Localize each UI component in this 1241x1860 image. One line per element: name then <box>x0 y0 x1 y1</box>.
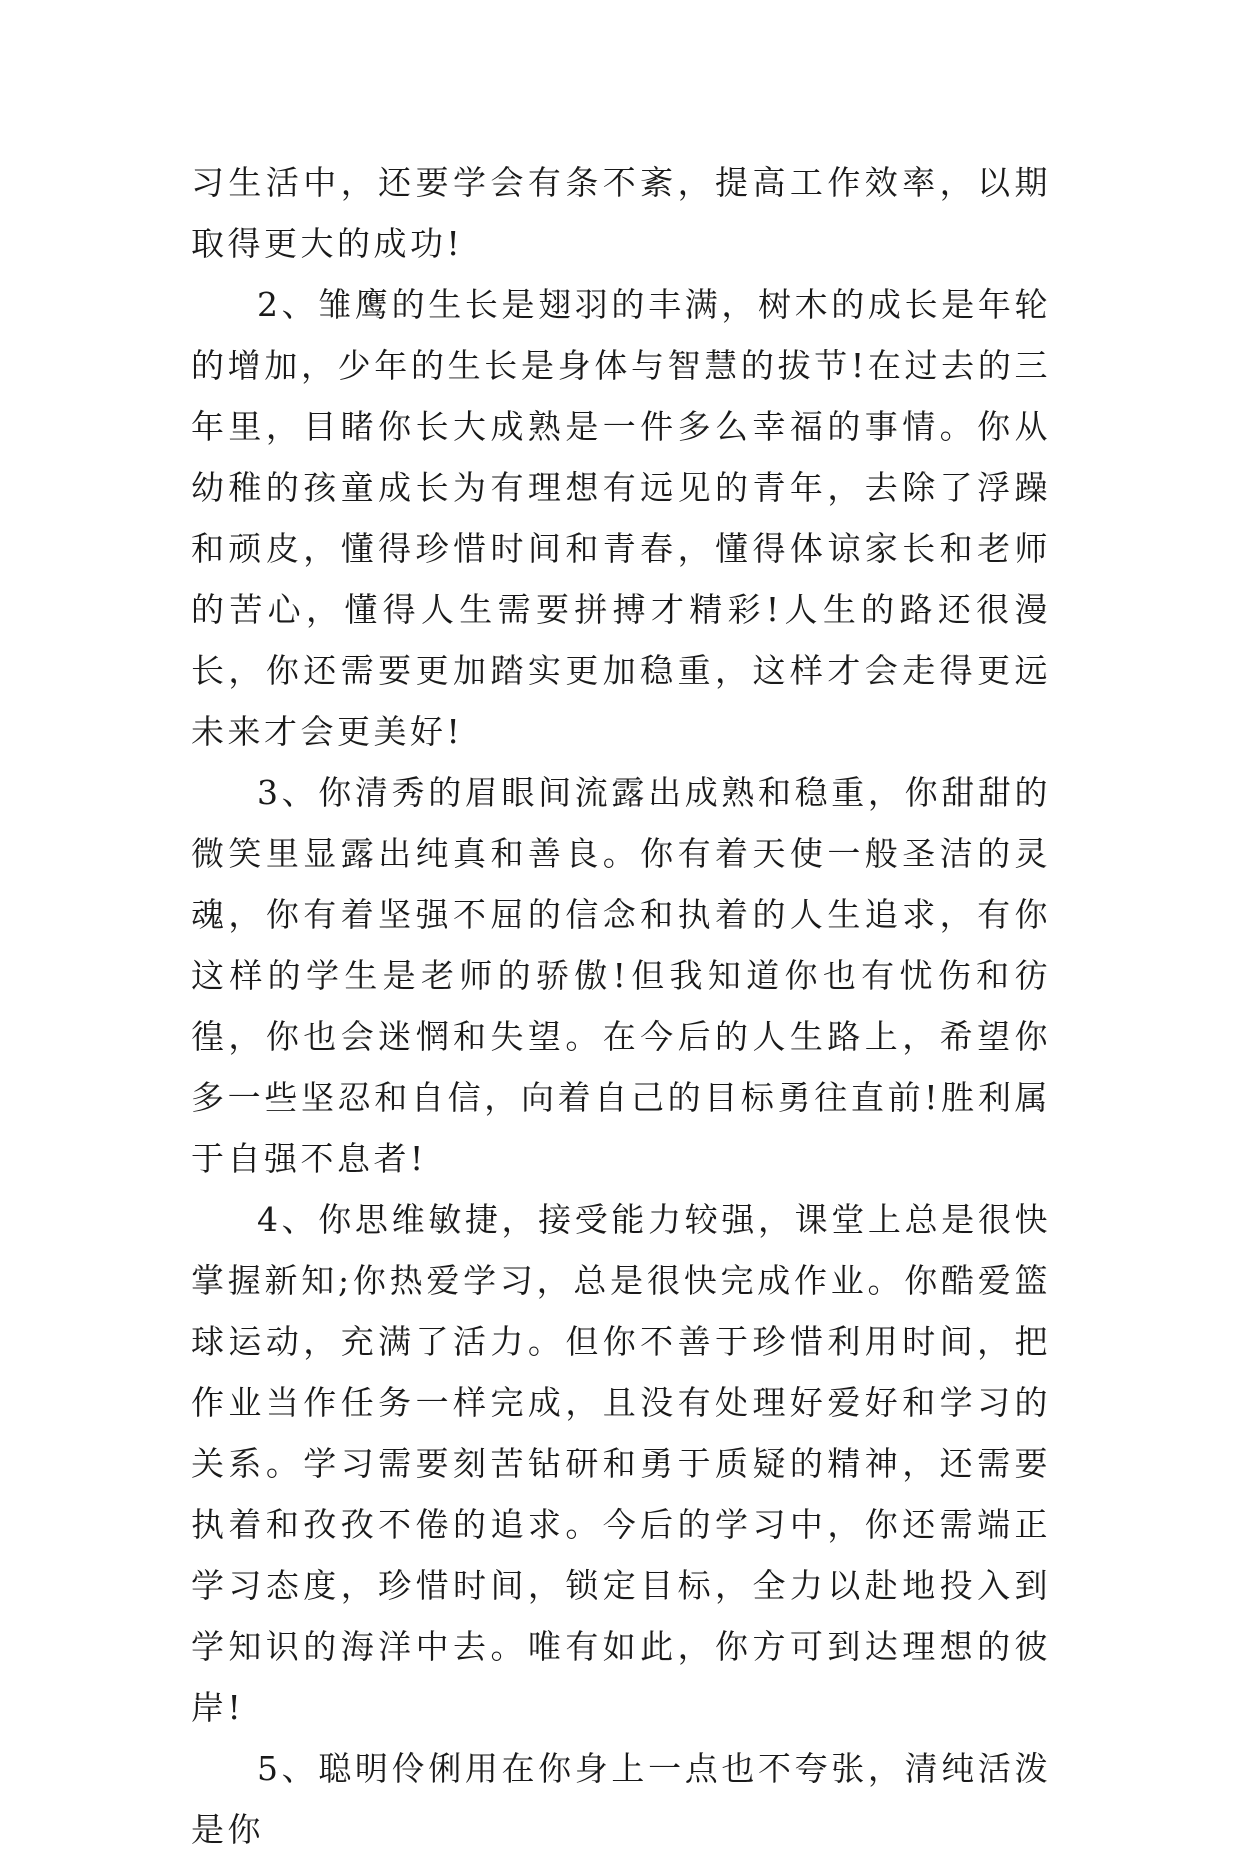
paragraph-comment-2: 2、雏鹰的生长是翅羽的丰满，树木的成长是年轮的增加，少年的生长是身体与智慧的拔节!在过去的三年里，目睹你长大成熟是一件多么幸福的事情。你从幼稚的孩童成长为有理想有远见的青年，去除了浮躁和顽皮，懂得珍惜时间和青春，懂得体谅家长和老师的苦心，懂得人生需要拼搏才精彩!人生的路还很漫长，你还需要更加踏实更加稳重，这样才会走得更远未来才会更美好! <box>191 285 1051 751</box>
paragraph-continuation: 习生活中，还要学会有条不紊，提高工作效率，以期取得更大的成功! <box>191 163 1051 263</box>
document-body <box>191 152 1051 1860</box>
paragraph-comment-5: 5、聪明伶俐用在你身上一点也不夸张，清纯活泼是你 <box>191 1749 1051 1849</box>
paragraph-comment-4: 4、你思维敏捷，接受能力较强，课堂上总是很快掌握新知;你热爱学习，总是很快完成作业。你酷爱篮球运动，充满了活力。但你不善于珍惜利用时间，把作业当作任务一样完成，且没有处理好爱好和学习的关系。学习需要刻苦钻研和勇于质疑的精神，还需要执着和孜孜不倦的追求。今后的学习中，你还需端正学习态度，珍惜时间，锁定目标，全力以赴地投入到学知识的海洋中去。唯有如此，你方可到达理想的彼岸! <box>191 1200 1051 1727</box>
paragraph-comment-3: 3、你清秀的眉眼间流露出成熟和稳重，你甜甜的微笑里显露出纯真和善良。你有着天使一般圣洁的灵魂，你有着坚强不屈的信念和执着的人生追求，有你这样的学生是老师的骄傲!但我知道你也有忧伤和彷徨，你也会迷惘和失望。在今后的人生路上，希望你多一些坚忍和自信，向着自己的目标勇往直前!胜利属于自强不息者! <box>191 773 1051 1178</box>
